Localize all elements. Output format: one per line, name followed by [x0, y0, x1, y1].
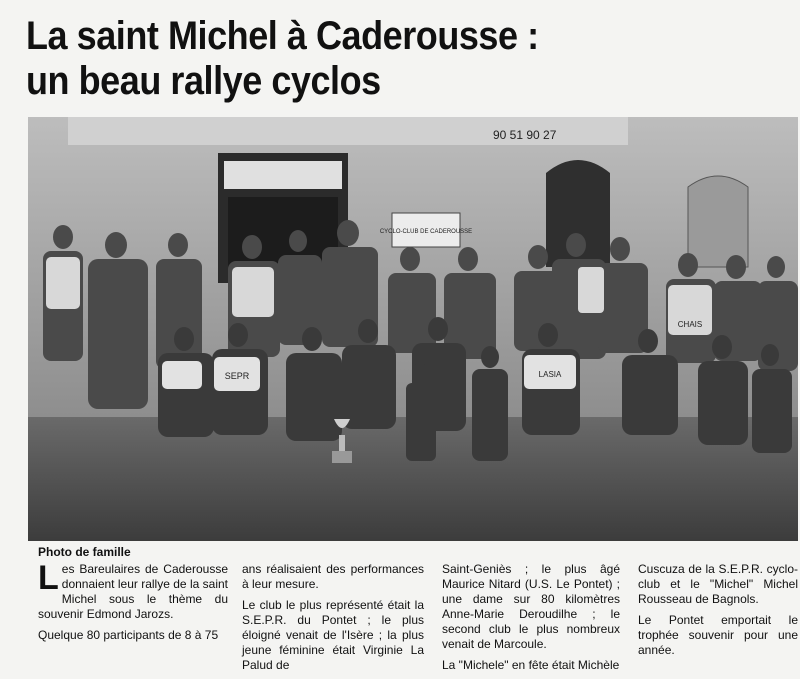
paragraph	[38, 559, 228, 622]
headline-line-2: un beau rallye cyclos	[26, 59, 381, 103]
article-column-4	[638, 562, 798, 664]
article-column-3	[442, 562, 620, 679]
photo-caption: Photo de famille	[38, 545, 131, 559]
paragraph: ans réalisaient des performances à leur mesure.	[242, 562, 424, 591]
drop-cap: L	[38, 559, 59, 597]
jersey-text-chais: CHAIS	[677, 320, 703, 329]
article-headline	[26, 14, 710, 104]
paragraph: La "Michele" en fête était Michèle	[442, 658, 620, 672]
paragraph: Cuscuza de la S.E.P.R. cyclo-club et le "Michel" Michel Rousseau de Bagnols.	[638, 562, 798, 606]
article-column-1	[38, 559, 228, 649]
jersey-text-lasia: LASIA	[538, 370, 562, 379]
paragraph: Le Pontet emportait le trophée souvenir pour une année.	[638, 613, 798, 657]
shop-phone-number: 90 51 90 27	[493, 128, 557, 142]
group-photo-illustration	[28, 117, 798, 541]
paragraph-text: es Bareulaires de Caderousse donnaient leur rallye de la saint Michel sous le thème du souvenir Edmond Jarozs.	[38, 562, 228, 621]
club-sign-text: CYCLO-CLUB DE CADEROUSSE	[379, 229, 473, 235]
headline-line-1: La saint Michel à Caderousse :	[26, 14, 539, 58]
group-photo	[28, 117, 798, 541]
paragraph: Quelque 80 participants de 8 à 75	[38, 628, 219, 642]
article-column-2	[242, 562, 424, 679]
paragraph: Le club le plus représenté était la S.E.P.R. du Pontet ; le plus éloigné venait de l'Isère ; la plus jeune féminine était Virginie La Palud de	[242, 598, 424, 672]
jersey-text-sepr: SEPR	[224, 371, 250, 381]
paragraph: Saint-Geniès ; le plus âgé Maurice Nitard (U.S. Le Pontet) ; une dame sur 80 kilomètres Anne-Marie Deroudilhe ; le second club le plus nombreux venait de Marcoule.	[442, 562, 620, 651]
